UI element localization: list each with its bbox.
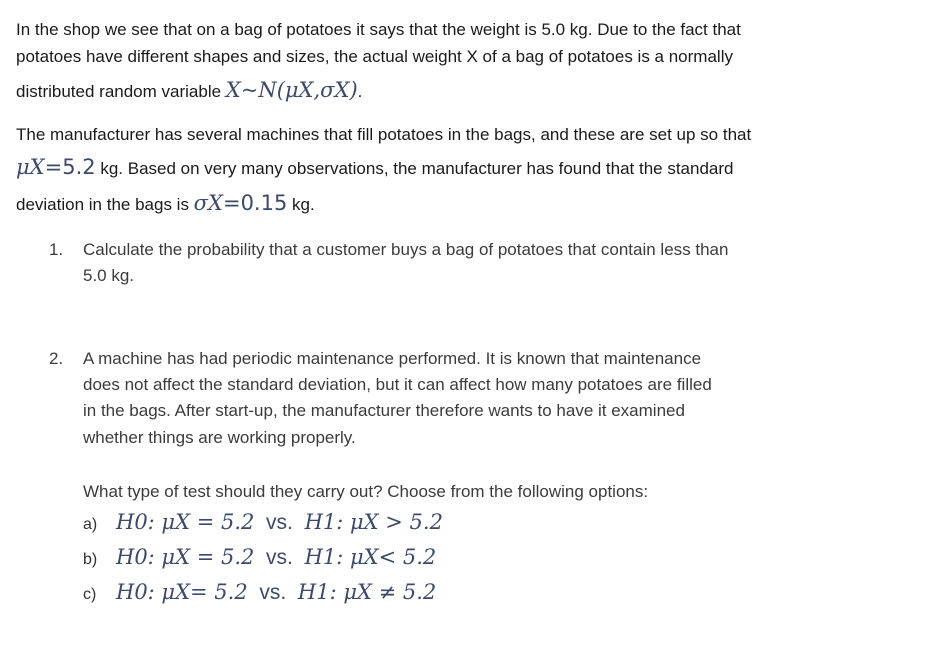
question-2-number: 2. — [49, 349, 64, 368]
option-c — [83, 577, 436, 610]
option-c-h0: H0: μX= 5.2 — [116, 580, 248, 604]
question-2-line-4: whether things are working properly. — [83, 428, 356, 447]
setup-line-2 — [16, 157, 733, 179]
option-a — [83, 507, 443, 540]
option-b — [83, 542, 436, 575]
question-1-line-1: Calculate the probability that a customer buys a bag of potatoes that contain less than — [83, 240, 729, 259]
intro-line-2: potatoes have different shapes and sizes, the actual weight X of a bag of potatoes is a normally — [16, 47, 733, 66]
option-c-sep: vs. — [247, 581, 298, 604]
question-1-line-2: 5.0 kg. — [83, 266, 135, 285]
sigma-value: =0.15 — [222, 191, 288, 215]
intro-line-3 — [16, 80, 362, 102]
option-a-sep: vs. — [254, 511, 305, 534]
option-c-h1: H1: μX ≠ 5.2 — [297, 580, 437, 604]
option-b-letter: b) — [83, 551, 98, 568]
sigma-symbol: σX — [193, 191, 223, 215]
intro-line-3-end: . — [357, 82, 363, 101]
option-b-h1: H1: μX< 5.2 — [304, 545, 437, 569]
setup-line-2-text: kg. Based on very many observations, the manufacturer has found that the standard — [95, 159, 734, 178]
option-a-letter: a) — [83, 516, 98, 533]
setup-line-1: The manufacturer has several machines that fill potatoes in the bags, and these are set up so that — [16, 125, 752, 144]
question-1-number: 1. — [49, 240, 64, 259]
question-2-line-1: A machine has had periodic maintenance performed. It is known that maintenance — [83, 349, 702, 368]
setup-line-3 — [16, 193, 315, 215]
question-2-line-3: in the bags. After start-up, the manufacturer therefore wants to have it examined — [83, 401, 685, 420]
intro-line-1: In the shop we see that on a bag of potatoes it says that the weight is 5.0 kg. Due to the fact that — [16, 20, 741, 39]
distribution-formula: X~N(μX,σX) — [225, 78, 358, 102]
mean-value: =5.2 — [44, 155, 96, 179]
option-c-letter: c) — [83, 586, 97, 603]
option-b-sep: vs. — [254, 546, 305, 569]
mean-symbol: μX — [16, 155, 45, 179]
option-b-h0: H0: μX = 5.2 — [116, 545, 255, 569]
question-2-prompt: What type of test should they carry out? Choose from the following options: — [83, 482, 649, 501]
option-a-h0: H0: μX = 5.2 — [116, 510, 255, 534]
intro-line-3-text: distributed random variable — [16, 82, 226, 101]
option-a-h1: H1: μX > 5.2 — [304, 510, 443, 534]
setup-line-3-text: deviation in the bags is — [16, 195, 194, 214]
setup-line-3-end: kg. — [287, 195, 315, 214]
question-2-line-2: does not affect the standard deviation, but it can affect how many potatoes are filled — [83, 375, 712, 394]
